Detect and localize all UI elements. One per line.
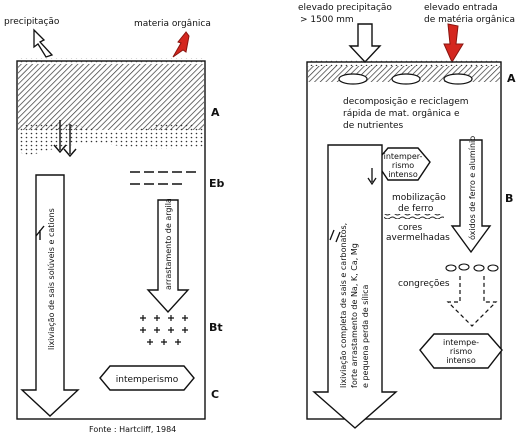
right-decomp-line-2: rápida de mat. orgânica e xyxy=(343,109,460,119)
right-weathering-bottom-2: rismo xyxy=(449,347,473,356)
left-litter-layer xyxy=(17,58,205,64)
left-horizon-eb: Eb xyxy=(209,177,225,190)
right-weathering-bottom-1: intempe- xyxy=(442,338,480,347)
right-precipitation-arrow-icon xyxy=(350,24,380,62)
left-leaching-label: lixiviação de sais solúveis e cations xyxy=(47,208,56,350)
right-weathering-top-2: rismo xyxy=(391,161,415,170)
left-precipitation-arrow-icon xyxy=(34,30,52,57)
right-red-colors-1: cores xyxy=(398,223,423,233)
left-precipitation-label: precipitação xyxy=(4,17,60,27)
right-concretions-label: congreções xyxy=(398,279,450,289)
right-concretions xyxy=(446,264,498,271)
right-precip-label-1: elevado precipitação xyxy=(298,3,392,13)
right-horizon-b: B xyxy=(505,192,514,205)
right-horizon-a: A xyxy=(507,72,516,85)
right-weathering-top-1: intemper- xyxy=(383,152,423,161)
right-dashed-arrow xyxy=(448,276,496,326)
right-iron-mobil-1: mobilização xyxy=(392,193,446,203)
right-a-aggregates xyxy=(339,74,472,84)
left-horizon-c: C xyxy=(211,388,220,401)
left-clay-label: arrastamento de argila xyxy=(164,198,173,290)
right-precip-label-2: > 1500 mm xyxy=(300,15,354,25)
right-decomp-line-3: de nutrientes xyxy=(343,121,404,131)
right-organic-label-1: elevado entrada xyxy=(424,3,498,13)
right-litter-layer xyxy=(307,60,501,66)
left-bt-crosses xyxy=(140,315,188,345)
right-profile xyxy=(298,3,516,428)
left-profile xyxy=(4,17,225,434)
right-decomp-line-1: decomposição e reciclagem xyxy=(343,97,469,107)
right-red-colors-2: avermelhadas xyxy=(386,233,450,243)
right-weathering-top-3: intenso xyxy=(388,170,418,179)
right-iron-mobil-2: de ferro xyxy=(398,204,434,214)
right-weathering-bottom-3: intenso xyxy=(446,356,476,365)
left-organic-arrow-icon xyxy=(173,32,189,57)
left-horizon-a: A xyxy=(211,106,220,119)
left-organic-label: materia orgânica xyxy=(134,19,211,29)
right-leaching-line-2: forte arrastamento de Na, K, Ca, Mg xyxy=(350,243,359,388)
right-oxides-label: óxidos de ferro e alumínio xyxy=(468,135,477,240)
left-a-horizon-fill xyxy=(18,64,204,130)
left-source-citation: Fonte : Hartcliff, 1984 xyxy=(89,425,177,434)
left-eb-dashes xyxy=(130,172,196,184)
left-weathering-label: intemperismo xyxy=(115,375,179,385)
right-organic-label-2: de matéria orgânica xyxy=(424,15,515,25)
right-leaching-line-3: e pequena perda de sílica xyxy=(361,284,370,388)
right-organic-arrow-icon xyxy=(444,24,463,62)
right-wavy-line xyxy=(384,214,444,219)
right-leaching-line-1: lixiviação completa de sais e carbonatos, xyxy=(339,222,348,388)
left-horizon-bt: Bt xyxy=(209,321,223,334)
